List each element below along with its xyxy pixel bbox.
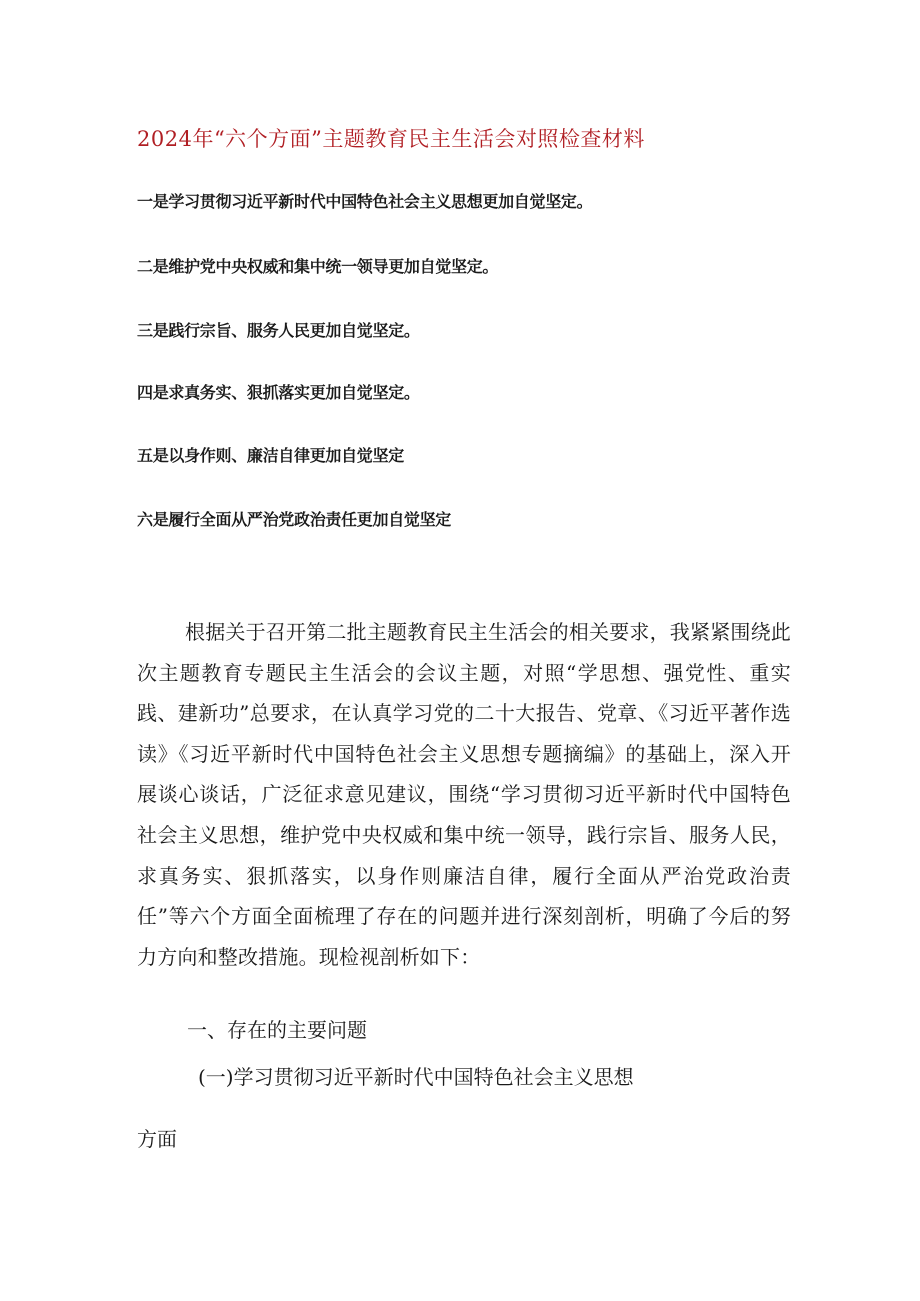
document-title: 2024年“六个方面”主题教育民主生活会对照检查材料 [137, 127, 645, 151]
section-heading: 一、存在的主要问题 [187, 1018, 367, 1042]
subsection-heading-continuation: 方面 [137, 1127, 177, 1151]
point-item-2: 二是维护党中央权威和集中统一领导更加自觉坚定。 [137, 257, 499, 276]
intro-paragraph: 根据关于召开第二批主题教育民主生活会的相关要求，我紧紧围绕此次主题教育专题民主生活会的会议主题，对照“学思想、强党性、重实践、建新功”总要求，在认真学习党的二十大报告、党章、《习近平著作选读》《习近平新时代中国特色社会主义思想专题摘编》的基础上，深入开展谈心谈话，广泛征求意见建议，围绕“学习贯彻习近平新时代中国特色社会主义思想，维护党中央权威和集中统一领导，践行宗旨、服务人民，求真务实、狠抓落实，以身作则廉洁自律，履行全面从严治党政治责任”等六个方面全面梳理了存在的问题并进行深刻剖析，明确了今后的努力方向和整改措施。现检视剖析如下： [137, 620, 791, 969]
point-item-6: 六是履行全面从严治党政治责任更加自觉坚定 [137, 510, 452, 529]
point-item-1: 一是学习贯彻习近平新时代中国特色社会主义思想更加自觉坚定。 [137, 192, 593, 211]
point-item-5: 五是以身作则、廉洁自律更加自觉坚定 [137, 446, 404, 465]
subsection-heading: (一)学习贯彻习近平新时代中国特色社会主义思想 [198, 1065, 634, 1089]
point-item-4: 四是求真务实、狠抓落实更加自觉坚定。 [137, 383, 420, 402]
point-item-3: 三是践行宗旨、服务人民更加自觉坚定。 [137, 321, 420, 340]
